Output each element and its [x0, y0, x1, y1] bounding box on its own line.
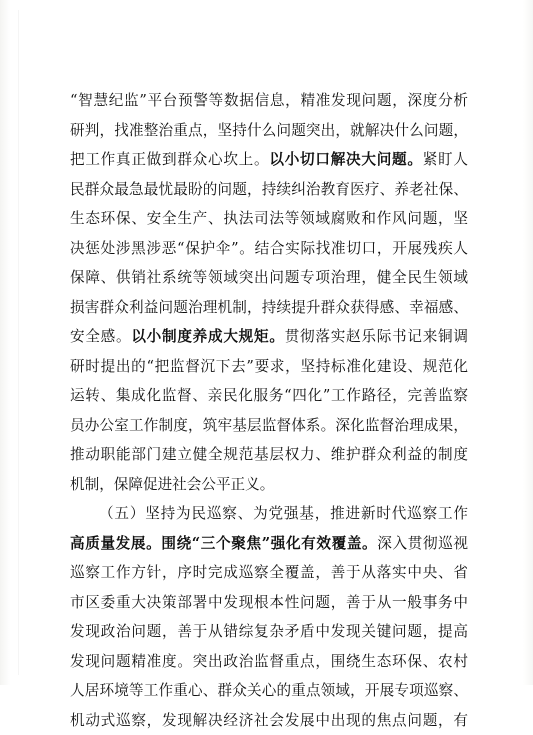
body-text: [70, 86, 468, 735]
text-line: 生态环保、安全生产、执法司法等领域腐败和作风问题，坚: [70, 204, 468, 234]
text-line: 研判，找准整治重点，坚持什么问题突出，就解决什么问题，: [70, 116, 468, 146]
text-line: 发现问题精准度。突出政治监督重点，围绕生态环保、农村: [70, 647, 468, 677]
text-line: [70, 322, 468, 352]
text-line: 员办公室工作制度，筑牢基层监督体系。深化监督治理成果，: [70, 411, 468, 441]
text-line: [70, 529, 468, 559]
text-line: 推动职能部门建立健全规范基层权力、维护群众利益的制度: [70, 440, 468, 470]
text-segment: 把工作真正做到群众心坎上。: [70, 151, 269, 168]
text-line: 保障、供销社系统等领域突出问题专项治理，健全民生领域: [70, 263, 468, 293]
text-line: “智慧纪监”平台预警等数据信息，精准发现问题，深度分析: [70, 86, 468, 116]
text-line: 巡察工作方针，序时完成巡察全覆盖，善于从落实中央、省: [70, 558, 468, 588]
text-segment: 深入贯彻巡视: [377, 535, 468, 552]
section-heading-line: （五）坚持为民巡察、为党强基，推进新时代巡察工作: [70, 499, 468, 529]
text-line: 民群众最急最忧最盼的问题，持续纠治教育医疗、养老社保、: [70, 175, 468, 205]
bold-heading: 高质量发展。: [70, 535, 161, 552]
text-line: 研时提出的“把监督沉下去”要求，坚持标准化建设、规范化: [70, 352, 468, 382]
text-segment: 紧盯人: [423, 151, 468, 168]
text-line: 发现政治问题，善于从错综复杂矛盾中发现关键问题，提高: [70, 617, 468, 647]
text-line: 人居环境等工作重心、群众关心的重点领域，开展专项巡察、: [70, 676, 468, 706]
bold-heading: 以小制度养成大规矩。: [131, 328, 284, 345]
text-line: 机动式巡察，发现解决经济社会发展中出现的焦点问题，有: [70, 706, 468, 735]
text-line: 损害群众利益问题治理机制，持续提升群众获得感、幸福感、: [70, 293, 468, 323]
page-edge-shadow: [18, 10, 19, 675]
bold-heading: 以小切口解决大问题。: [269, 151, 422, 168]
text-line: 机制，保障促进社会公平正义。: [70, 470, 468, 500]
bold-heading: 围绕“三个聚焦”强化有效覆盖。: [161, 535, 377, 552]
text-segment: 贯彻落实赵乐际书记来铜调: [285, 328, 468, 345]
text-segment: 安全感。: [70, 328, 131, 345]
text-line: 决惩处涉黑涉恶“保护伞”。结合实际找准切口，开展残疾人: [70, 234, 468, 264]
text-line: 运转、集成化监督、亲民化服务“四化”工作路径，完善监察: [70, 381, 468, 411]
text-line: [70, 145, 468, 175]
text-line: 市区委重大决策部署中发现根本性问题，善于从一般事务中: [70, 588, 468, 618]
